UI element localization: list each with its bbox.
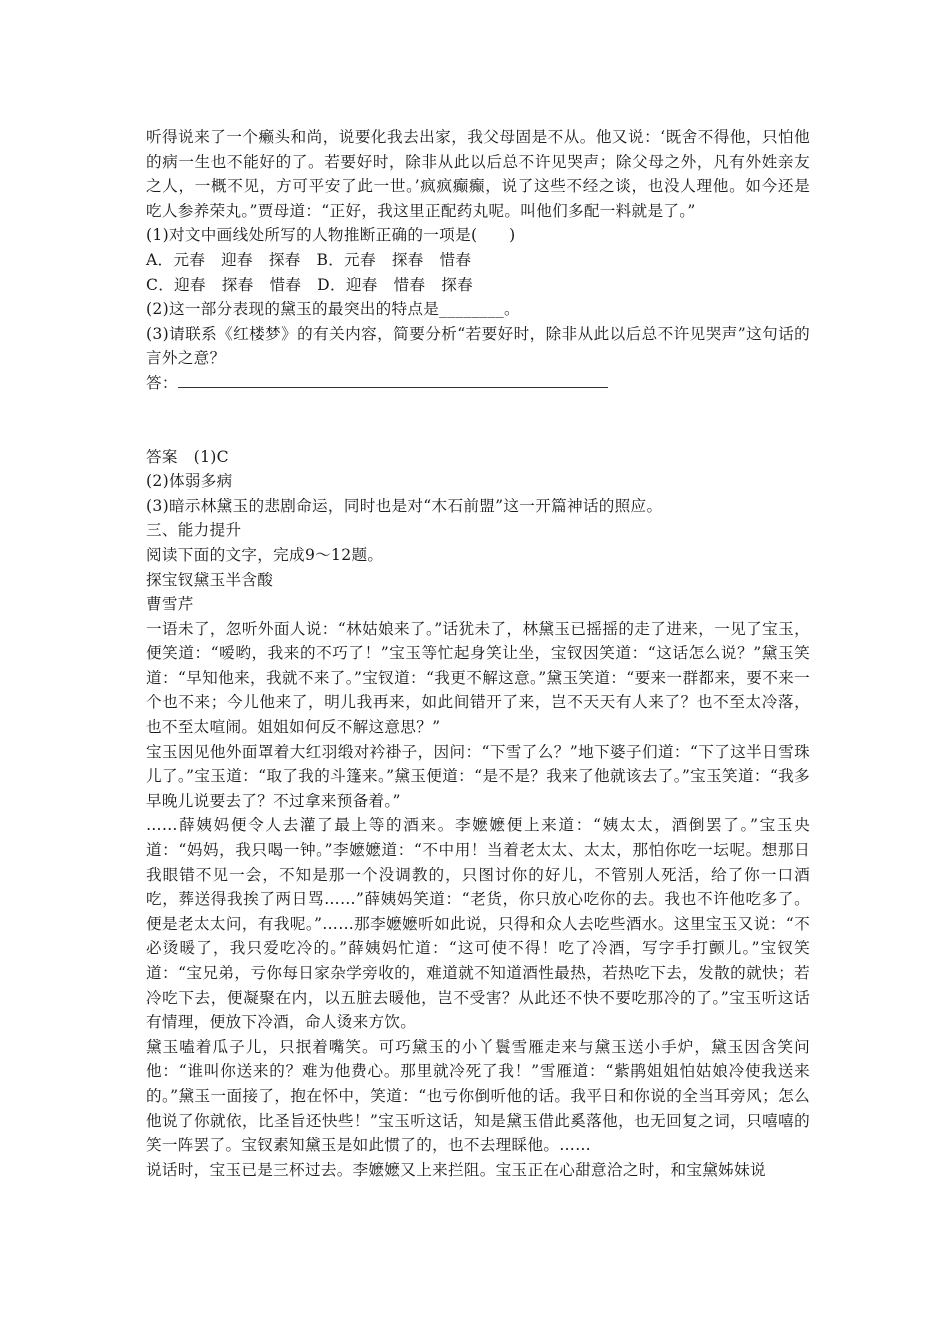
answer-3: (3)暗示林黛玉的悲剧命运，同时也是对“木石前盟”这一开篇神话的照应。 — [146, 496, 663, 515]
passage-tail: 听得说来了一个癞头和尚，说要化我去出家，我父母固是不从。他又说：‘既舍不得他，只怕他的病一生也不能好的了。若要好时，除非从此以后总不许见哭声；除父母之外，凡有外姓亲友之人，一概不见，方可平安了此一世。’疯疯癫癫，说了这些不经之谈，也没人理他。如今还是吃人参养荣丸。”贾母道：“正好，我这里正配药丸呢。叫他们多配一料就是了。” — [146, 128, 810, 220]
story-paragraph: 说话时，宝玉已是三杯过去。李嬷嬷又上来拦阻。宝玉正在心甜意洽之时，和宝黛姊妹说 — [146, 1160, 766, 1179]
story-paragraph: 宝玉因见他外面罩着大红羽缎对衿褂子，因问：“下雪了么？”地下婆子们道：“下了这半日雪珠儿了。”宝玉道：“取了我的斗篷来。”黛玉便道：“是不是？我来了他就该去了。”宝玉笑道：“我多早晚儿说要去了？不过拿来预备着。” — [146, 742, 810, 810]
story-author: 曹雪芹 — [146, 595, 194, 614]
question-1-options-cd: C．迎春 探春 惜春 D．迎春 惜春 探春 — [146, 275, 474, 294]
story-paragraph: ……薛姨妈便令人去灌了最上等的酒来。李嬷嬷便上来道：“姨太太，酒倒罢了。”宝玉央道：“妈妈，我只喝一钟。”李嬷嬷道：“不中用！当着老太太、太太，那怕你吃一坛呢。想那日我眼错不见一会，不知是那一个没调教的，只图讨你的好儿，不管别人死活，给了你一口酒吃，葬送得我挨了两日骂……”薛姨妈笑道：“老货，你只放心吃你的去。我也不许他吃多了。便是老太太问，有我呢。”……那李嬷嬷听如此说，只得和众人去吃些酒水。这里宝玉又说：“不必烫暖了，我只爱吃冷的。”薛姨妈忙道：“这可使不得！吃了冷酒，写字手打颤儿。”宝钗笑道：“宝兄弟，亏你每日家杂学旁收的，难道就不知道酒性最热，若热吃下去，发散的就快；若冷吃下去，便凝聚在内，以五脏去暖他，岂不受害？从此还不快不要吃那冷的了。”宝玉听这话有情理，便放下冷酒，命人烫来方饮。 — [146, 816, 810, 1032]
answer-prompt — [146, 371, 810, 396]
spacer — [146, 396, 810, 445]
story-title: 探宝钗黛玉半含酸 — [146, 570, 274, 589]
question-1-options-ab: A．元春 迎春 探春 B．元春 探春 惜春 — [146, 250, 472, 269]
answer-label: 答： — [146, 373, 178, 392]
answer-1: 答案 (1)C — [146, 447, 229, 466]
story-paragraph: 一语未了，忽听外面人说：“林姑娘来了。”话犹未了，林黛玉已摇摇的走了进来，一见了宝玉，便笑道：“嗳哟，我来的不巧了！”宝玉等忙起身笑让坐，宝钗因笑道：“这话怎么说？”黛玉笑道：“早知他来，我就不来了。”宝钗道：“我更不解这意。”黛玉笑道：“要来一群都来，要不来一个也不来；今儿他来了，明儿我再来，如此间错开了来，岂不天天有人来了？也不至太冷落，也不至太喧闹。姐姐如何反不解这意思？” — [146, 619, 810, 737]
answer-blank-line — [178, 371, 608, 388]
question-1: (1)对文中画线处所写的人物推断正确的一项是( ) — [146, 226, 516, 245]
question-2: (2)这一部分表现的黛玉的最突出的特点是________。 — [146, 300, 520, 319]
section-heading: 三、能力提升 — [146, 521, 242, 540]
question-3: (3)请联系《红楼梦》的有关内容，简要分析“若要好时，除非从此以后总不许见哭声”这句话的言外之意？ — [146, 324, 810, 368]
story-paragraph: 黛玉嗑着瓜子儿，只抿着嘴笑。可巧黛玉的小丫鬟雪雁走来与黛玉送小手炉，黛玉因含笑问他：“谁叫你送来的？难为他费心。那里就冷死了我！”雪雁道：“紫鹃姐姐怕姑娘冷使我送来的。”黛玉一面接了，抱在怀中，笑道：“也亏你倒听他的话。我平日和你说的全当耳旁风；怎么他说了你就依，比圣旨还快些！”宝玉听这话，知是黛玉借此奚落他，也无回复之词，只嘻嘻的笑一阵罢了。宝钗素知黛玉是如此惯了的，也不去理睬他。…… — [146, 1037, 810, 1155]
document-page — [146, 125, 810, 1182]
section-instruction: 阅读下面的文字，完成9～12题。 — [146, 545, 384, 564]
answer-2: (2)体弱多病 — [146, 472, 233, 491]
